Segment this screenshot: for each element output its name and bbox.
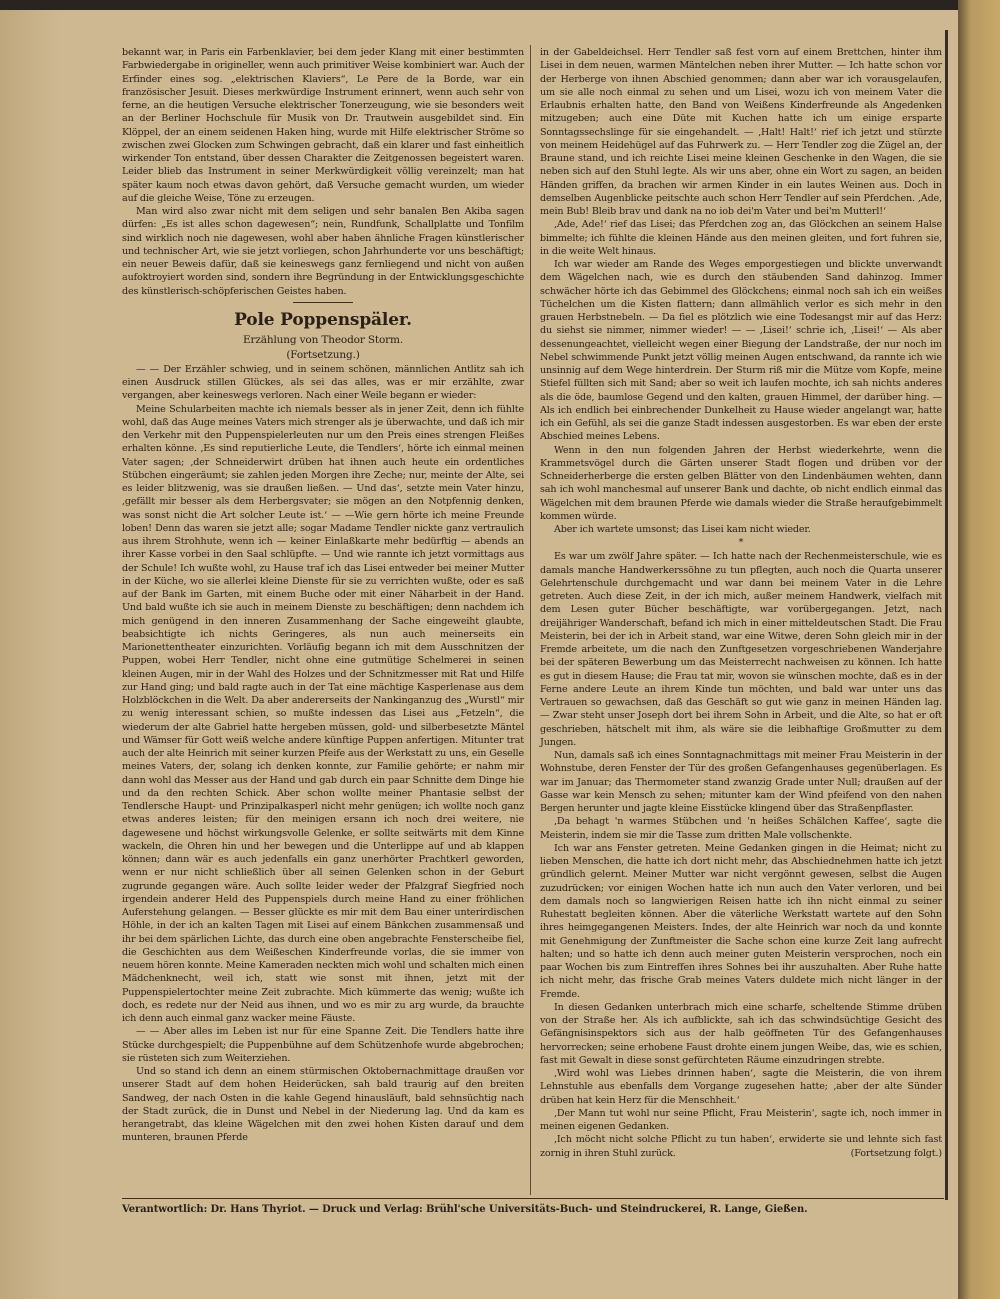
paragraph: — — Aber alles im Leben ist nur für eine Spanne Zeit. Die Tendlers hatte ihre Stücke durchgespielt; die Puppenbühne auf dem Schützenhofe wurde abgebrochen; sie rüsteten sich zum Weiterziehen. xyxy=(122,1026,524,1064)
page-border-rule xyxy=(945,30,948,1200)
scan-top-edge xyxy=(0,0,1000,10)
left-column xyxy=(122,46,524,1145)
paragraph: Ich war wieder am Rande des Weges emporgestiegen und blickte unverwandt dem Wägelchen nach, wie es durch den stäubenden Sand dahinzog. Immer schwächer hörte ich das Gebimmel des Glöckchens; einmal noch sah ich ein weißes Tüchelchen um die Kisten flattern; dann allmählich verlor es sich mehr in den grauen Herbstnebeln. — Da fiel es plötzlich wie eine Todesangst mir auf das Herz: du siehst sie nimmer, nimmer wieder! — — ‚Lisei!‘ schrie ich, ‚Lisei!‘ — Als aber dessenungeachtet, vielleicht wegen einer Biegung der Landstraße, der nur noch im Nebel schwimmende Punkt jetzt völlig meinen Augen entschwand, da rannte ich wie unsinnig auf dem Wege hinterdrein. Der Sturm riß mir die Mütze vom Kopfe, meine Stiefel füllten sich mit Sand; aber so weit ich laufen mochte, ich sah nichts anderes als die öde, baumlose Gegend und den kalten, grauen Himmel, der darüber hing. — Als ich endlich bei einbrechender Dunkelheit zu Hause wieder angelangt war, hatte ich ein Gefühl, als sei die ganze Stadt indessen ausgestorben. Es war eben der erste Abschied meines Lebens. xyxy=(540,259,942,443)
paragraph: Aber ich wartete umsonst; das Lisei kam nicht wieder. xyxy=(554,524,811,535)
story-title: Pole Poppenspäler. xyxy=(234,309,412,330)
paragraph: Meine Schularbeiten machte ich niemals besser als in jener Zeit, denn ich fühlte wohl, daß das Auge meines Vaters mich strenger als je überwachte, und daß ich mir den Verkehr mit den Puppenspielerleuten nur um den Preis eines strengen Fleißes erhalten könne. ‚Es sind reputierliche Leute, die Tendlers‘, hörte ich einmal meinen Vater sagen; ‚der Schneiderwirt drüben hat ihnen auch heute ein ordentliches Stübchen eingeräumt; sie zahlen jeden Morgen ihre Zeche; nur, meinte der Alte, sei es leider blitzwenig, was sie draußen ließen. — Und das‘, setzte mein Vater hinzu, ‚gefällt mir besser als dem Herbergsvater; sie mögen an den Notpfennig denken, was sonst nicht die Art solcher Leute ist.‘ — —Wie gern hörte ich meine Freunde loben! Denn das waren sie jetzt alle; sogar Madame Tendler nickte ganz vertraulich aus ihrem Strohhute, wenn ich — keiner Einlaßkarte mehr bedürftig — abends an ihrer Kasse vorbei in den Saal schlüpfte. — Und wie rannte ich jetzt vormittags aus der Schule! Ich wußte wohl, zu Hause traf ich das Lisei entweder bei meiner Mutter in der Küche, wo sie allerlei kleine Dienste für sie zu verrichten wußte, oder es saß auf der Bank im Garten, mit einem Buche oder mit einer Näharbeit in der Hand. Und bald wußte ich sie auch in meinem Dienste zu beschäftigen; denn nachdem ich mich genügend in den inneren Zusammenhang der Sache eingeweiht glaubte, beabsichtigte ich nichts Geringeres, als nun auch meinerseits ein Marionettentheater einzurichten. Vorläufig begann ich mit dem Ausschnitzen der Puppen, wobei Herr Tendler, nicht ohne eine gutmütige Schelmerei in seinen kleinen Augen, mir in der Wahl des Holzes und der Schnitzmesser mit Rat und Hilfe zur Hand ging; und bald ragte auch in der Tat eine mächtige Kasperlenase aus dem Holzblöckchen in die Welt. Da aber andererseits der Nankinganzug des „Wurstl“ mir zu wenig interessant schien, so mußte indessen das Lisei aus „Fetzeln“, die wiederum der alte Gabriel hatte hergeben müssen, gold- und silberbesetzte Mäntel und Wämser für Gott weiß welche andere künftige Puppen anfertigen. Mitunter trat auch der alte Heinrich mit seiner kurzen Pfeife aus der Werkstatt zu uns, ein Geselle meines Vaters, der, solang ich denken konnte, zur Familie gehörte; er nahm mir dann wohl das Messer aus der Hand und gab durch ein paar Schnitte dem Dinge hie und da den rechten Schick. Aber schon wollte meiner Phantasie selbst der Tendlersche Haupt- und Prinzipalkasperl nicht mehr genügen; ich wollte noch ganz etwas anderes leisten; für den meinigen ersann ich noch drei weitere, nie dagewesene und höchst wirkungsvolle Gelenke, er sollte seitwärts mit dem Kinne wackeln, die Ohren hin und her bewegen und die Unterlippe auf und ab klappen können; dann wär es auch jedenfalls ein ganz unerhörter Prachtkerl geworden, wenn er nur nicht schließlich über all seinen Gelenken schon in der Geburt zugrunde gegangen wäre. Auch sollte leider weder der Pfalzgraf Siegfried noch irgendein anderer Held des Puppenspiels durch meine Hand zu einer fröhlichen Auferstehung gelangen. — Besser glückte es mir mit dem Bau einer unterirdischen Höhle, in der ich an kalten Tagen mit Lisei auf einem Bänkchen zusammensaß und ihr bei dem spärlichen Lichte, das durch eine oben angebrachte Fensterscheibe fiel, die Geschichten aus dem Weißeschen Kinderfreunde vorlas, die sie immer von neuem hören konnte. Meine Kameraden neckten mich wohl und schalten mich einen Mädchenknecht, weil ich, statt wie sonst mit ihnen, jetzt mit der Puppenspielertochter meine Zeit zubrachte. Mich kümmerte das wenig; wußte ich doch, es redete nur der Neid aus ihnen, und wo es mir zu arg wurde, da brauchte ich denn auch einmal ganz wacker meine Fäuste. xyxy=(122,403,524,1024)
paragraph: ‚Da behagt 'n warmes Stübchen und 'n heißes Schälchen Kaffee‘, sagte die Meisterin, indem sie mir die Tasse zum dritten Male vollschenkte. xyxy=(540,816,942,841)
section-divider xyxy=(293,302,353,303)
paragraph-text: ‚Ich möcht nicht solche Pflicht zu tun haben‘, erwiderte sie und lehnte sich fast zornig in ihren Stuhl zurück. xyxy=(540,1134,942,1159)
paragraph: In diesen Gedanken unterbrach mich eine scharfe, scheltende Stimme drüben von der Straße her. Als ich aufblickte, sah ich das schwindsüchtige Gesicht des Gefängnisinspektors sich aus der halb geöffneten Tür des Gefangenhauses hervorrecken; seine erhobene Faust drohte einem jungen Weibe, das, wie es schien, fast mit Gewalt in diese sonst gefürchteten Räume einzudringen strebte. xyxy=(540,1001,942,1066)
paragraph: bekannt war, in Paris ein Farbenklavier, bei dem jeder Klang mit einer bestimmten Farbwiedergabe in origineller, wenn auch primitiver Weise kombiniert war. Auch der Erfinder eines sog. „elektrischen Klaviers“, Le Pere de la Borde, war ein französischer Jesuit. Dieses merkwürdige Instrument erinnert, wenn auch sehr von ferne, an die heutigen Versuche elektrischer Tonerzeugung, wie sie besonders weit an der Berliner Hochschule für Musik von Dr. Trautwein ausgebildet sind. Ein Klöppel, der an einem seidenen Haken hing, wurde mit Hilfe elektrischer Ströme so zwischen zwei Glocken zum Schwingen gebracht, daß ein klarer und fast einheitlich wirkender Ton entstand, über dessen Charakter die Zeitgenossen begeistert waren. Leider blieb das Instrument in seiner Merkwürdigkeit völlig vereinzelt; man hat später kaum noch etwas davon gehört, daß Versuche gemacht wurden, um wieder auf die gleiche Weise, Töne zu erzeugen. xyxy=(122,47,524,204)
paragraph: ‚Wird wohl was Liebes drinnen haben‘, sagte die Meisterin, die von ihrem Lehnstuhle aus ebenfalls dem Vorgange zugesehen hatte; ‚aber der alte Sünder drüben hat kein Herz für die Menschheit.‘ xyxy=(540,1068,942,1106)
paragraph: ‚Der Mann tut wohl nur seine Pflicht, Frau Meisterin‘, sagte ich, noch immer in meinen eigenen Gedanken. xyxy=(540,1107,942,1132)
paragraph: ‚Ade, Ade!‘ rief das Lisei; das Pferdchen zog an, das Glöckchen an seinem Halse bimmelte; ich fühlte die kleinen Hände aus den meinen gleiten, und fort fuhren sie, in die weite Welt hinaus. xyxy=(540,219,942,257)
footer-rule xyxy=(122,1198,944,1199)
paragraph: in der Gabeldeichsel. Herr Tendler saß fest vorn auf einem Brettchen, hinter ihm Lisei in dem neuen, warmen Mäntelchen neben ihrer Mutter. — Ich hatte schon vor der Herberge von ihnen Abschied genommen; dann aber war ich vorausgelaufen, um sie alle noch einmal zu sehen und um Lisei, wozu ich von meinem Vater die Erlaubnis erhalten hatte, den Band von Weißens Kinderfreunde als Angedenken mitzugeben; auch eine Düte mit Kuchen hatte ich um einige ersparte Sonntagssechslinge für sie eingehandelt. — ‚Halt! Halt!‘ rief ich jetzt und stürzte von meinem Heidehügel auf das Fuhrwerk zu. — Herr Tendler zog die Zügel an, der Braune stand, und ich reichte Lisei meine kleinen Geschenke in den Wagen, die sie neben sich auf den Stuhl legte. Als wir uns aber, ohne ein Wort zu sagen, an beiden Händen griffen, da brachen wir armen Kinder in ein lautes Weinen aus. Doch in demselben Augenblicke peitschte auch schon Herr Tendler auf sein Pferdchen. ‚Ade, mein Bub! Bleib brav und dank na no iob dei'm Vater und bei'm Mutterl!‘ xyxy=(540,47,942,217)
paragraph: Und so stand ich denn an einem stürmischen Oktobernachmittage draußen vor unserer Stadt auf dem hohen Heiderücken, sah bald traurig auf den breiten Sandweg, der nach Osten in die kahle Gegend hinausläuft, bald sehnsüchtig nach der Stadt zurück, die in Dunst und Nebel in der Niederung lag. Und da kam es herangetrabt, das kleine Wägelchen mit den zwei hohen Kisten darauf und dem munteren, braunen Pferde xyxy=(122,1066,524,1144)
paragraph xyxy=(540,1133,942,1160)
page-margin xyxy=(0,0,60,1299)
paragraph: Es war um zwölf Jahre später. — Ich hatte nach der Rechenmeisterschule, wie es damals manche Handwerkerssöhne zu tun pflegten, auch noch die Quarta unserer Gelehrtenschule durchgemacht und war dann bei meinem Vater in die Lehre getreten. Auch diese Zeit, in der ich mich, außer meinem Handwerk, vielfach mit dem Lesen guter Bücher beschäftigte, war vorübergegangen. Jetzt, nach dreijähriger Wanderschaft, befand ich mich in einer mitteldeutschen Stadt. Die Frau Meisterin, bei der ich in Arbeit stand, war eine Witwe, deren Sohn gleich mir in der Fremde arbeitete, um die nach den Zunftgesetzen vorgeschriebenen Wanderjahre bei der späteren Bewerbung um das Meisterrecht nachweisen zu können. Ich hatte es gut in diesem Hause; die Frau tat mir, wovon sie wünschen mochte, daß es in der Ferne andere Leute an ihrem Kinde tun möchten, und bald war unter uns das Vertrauen so gewachsen, daß das Geschäft so gut wie ganz in meinen Händen lag. — Zwar steht unser Joseph dort bei ihrem Sohn in Arbeit, und die Alte, so hat er oft geschrieben, hätschelt mit ihm, als wäre sie die leibhaftige Großmutter zu dem Jungen. xyxy=(540,551,942,748)
paragraph: Man wird also zwar nicht mit dem seligen und sehr banalen Ben Akiba sagen dürfen: „Es ist alles schon dagewesen“; nein, Rundfunk, Schallplatte und Tonfilm sind wirklich noch nie dagewesen, wohl aber haben ähnliche Fragen künstlerischer und technischer Art, wie sie jetzt vorliegen, schon Jahrhunderte vor uns beschäftigt; ein neuer Beweis dafür, daß sie keineswegs ganz fernliegend und nicht von außen aufoktroyiert worden sind, sondern ihre Begründung in der Entwicklungsgeschichte des künstlerisch-schöpferischen Geistes haben. xyxy=(122,206,524,297)
paragraph: Nun, damals saß ich eines Sonntagnachmittags mit meiner Frau Meisterin in der Wohnstube, deren Fenster der Tür des großen Gefangenhauses gegenüberlagen. Es war im Januar; das Thermometer stand zwanzig Grade unter Null; draußen auf der Gasse war kein Mensch zu sehen; mitunter kam der Wind pfeifend von den nahen Bergen herunter und jagte kleine Eisstücke klingend über das Straßenpflaster. xyxy=(540,750,942,814)
section-star: * xyxy=(738,537,744,549)
continuation-note: (Fortsetzung.) xyxy=(286,348,360,361)
story-subtitle: Erzählung von Theodor Storm. xyxy=(242,333,404,346)
paragraph: — — Der Erzähler schwieg, und in seinem schönen, männlichen Antlitz sah ich einen Ausdruck stillen Glückes, als sei das alles, was er mir erzählte, zwar vergangen, aber keineswegs verloren. Nach einer Weile begann er wieder: xyxy=(122,363,524,402)
column-divider xyxy=(530,45,531,1195)
adjacent-page-edge xyxy=(958,0,1000,1299)
imprint-footer: Verantwortlich: Dr. Hans Thyriot. — Druck und Verlag: Brühl'sche Universitäts-Buch- und Steindruckerei, R. Lange, Gießen. xyxy=(122,1204,808,1215)
paragraph: Ich war ans Fenster getreten. Meine Gedanken gingen in die Heimat; nicht zu lieben Menschen, die hatte ich dort nicht mehr, das Abschiednehmen hatte ich jetzt gründlich gelernt. Meiner Mutter war nicht vergönnt gewesen, selbst die Augen zuzudrücken; vor einigen Wochen hatte ich nun auch den Vater verloren, und bei dem damals noch so langwierigen Reisen hatte ich ihn nicht einmal zu seiner Ruhestatt begleiten können. Aber die väterliche Werkstatt wartete auf den Sohn ihres heimgegangenen Meisters. Indes, der alte Heinrich war noch da und konnte mit Genehmigung der Zunftmeister die Sache schon eine kurze Zeit lang aufrecht halten; und so hatte ich denn auch meiner guten Meisterin versprochen, noch ein paar Wochen bis zum Eintreffen ihres Sohnes bei ihr auszuhalten. Aber Ruhe hatte ich nicht mehr, das frische Grab meines Vaters duldete mich nicht länger in der Fremde. xyxy=(540,842,942,1000)
to-be-continued: (Fortsetzung folgt.) xyxy=(850,1147,942,1159)
right-column xyxy=(540,46,942,1160)
paragraph: Wenn in den nun folgenden Jahren der Herbst wiederkehrte, wenn die Krammetsvögel durch die Gärten unserer Stadt flogen und drüben vor der Schneiderherberge die ersten gelben Blätter von den Lindenbäumen wehten, dann sah ich wohl manchesmal auf unserer Bank und dachte, ob nicht endlich einmal das Wägelchen mit dem braunen Pferde wie damals wieder die Straße heraufgebimmelt kommen würde. xyxy=(540,444,942,522)
